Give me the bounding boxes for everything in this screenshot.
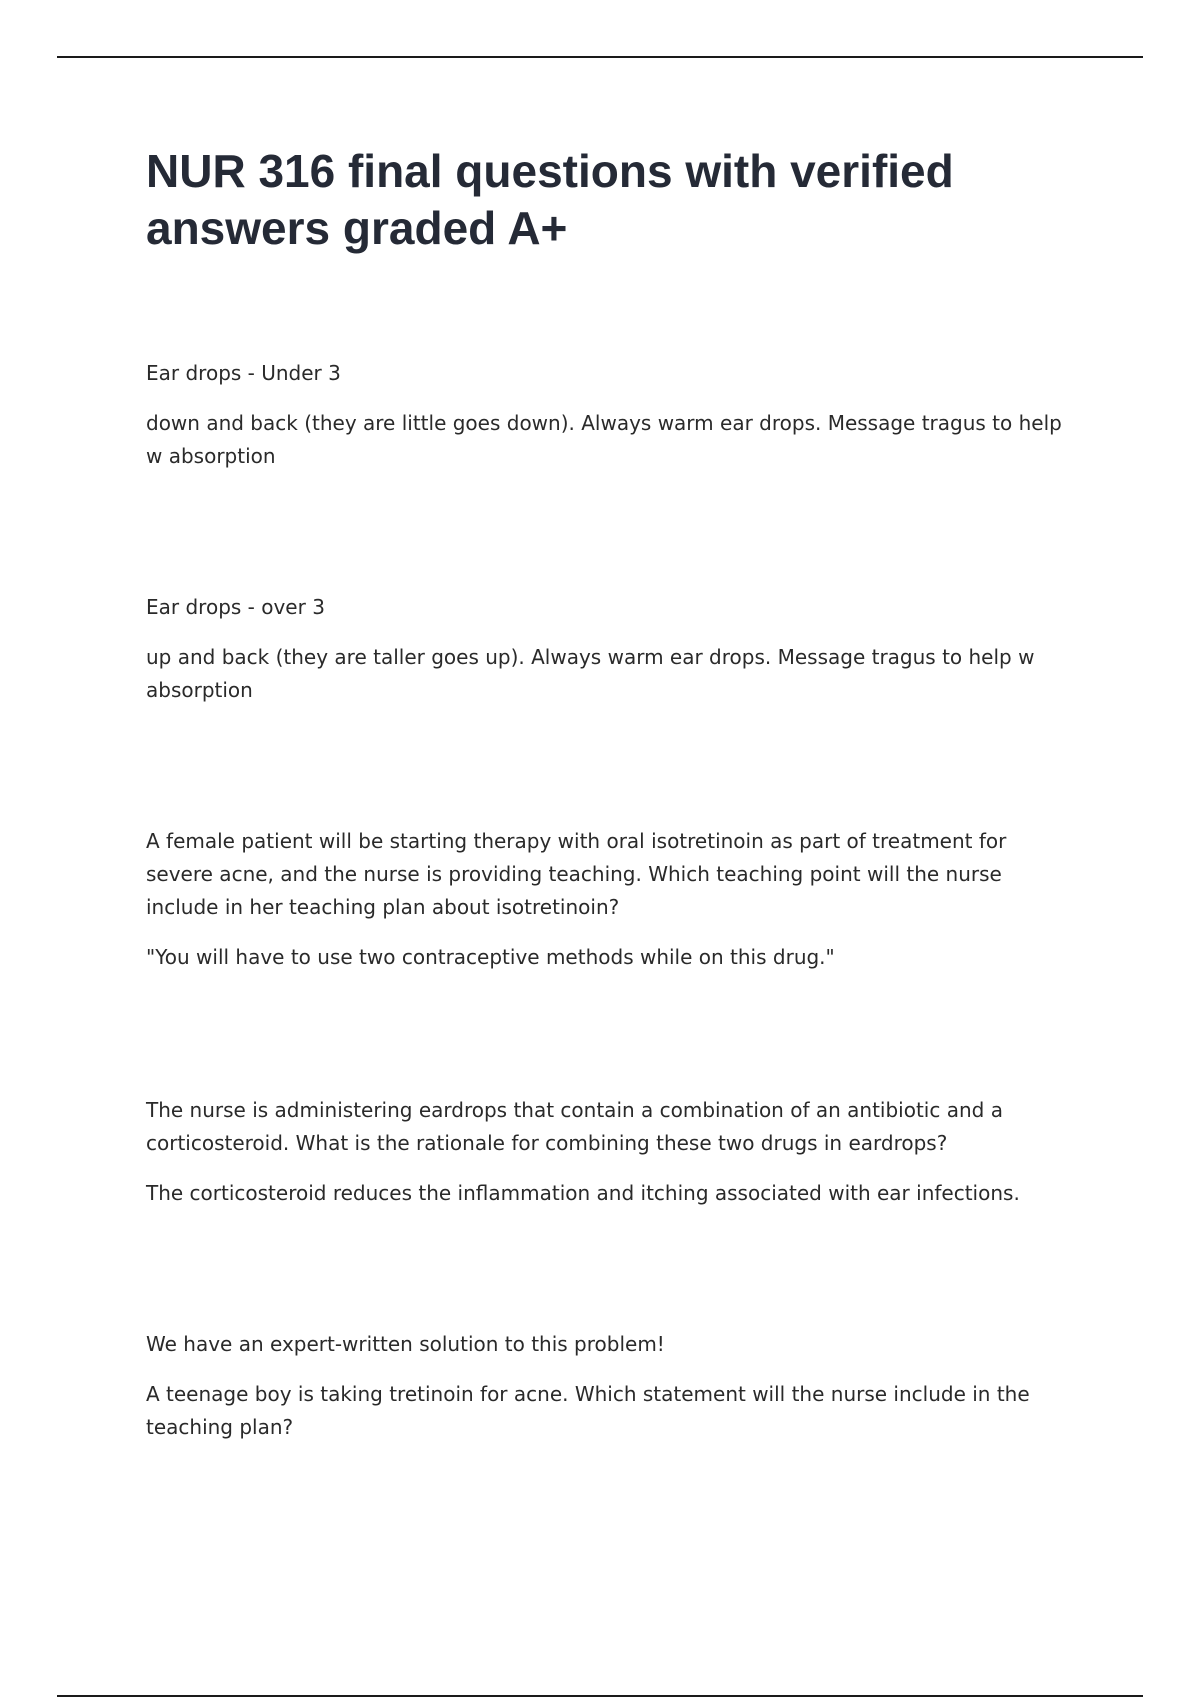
qa-item: [146, 1094, 1066, 1210]
question-text: A female patient will be starting therapy with oral isotretinoin as part of treatment for severe acne, and the nurse is providing teaching. Which teaching point will the nurse include in her teaching plan about isotretinoin?: [146, 829, 1007, 919]
question-text: The nurse is administering eardrops that contain a combination of an antibiotic and a corticosteroid. What is the rationale for combining these two drugs in eardrops?: [146, 1098, 1003, 1155]
footer-rule: [57, 1695, 1143, 1697]
qa-item: [146, 825, 1066, 974]
header-rule: [57, 56, 1143, 58]
answer-text: A teenage boy is taking tretinoin for acne. Which statement will the nurse include in the teaching plan?: [146, 1382, 1030, 1439]
question-text: Ear drops - Under 3: [146, 361, 341, 385]
answer-text: "You will have to use two contraceptive methods while on this drug.": [146, 945, 835, 969]
qa-item: [146, 357, 1066, 473]
answer-text: up and back (they are taller goes up). Always warm ear drops. Message tragus to help w absorption: [146, 645, 1035, 702]
question-text: We have an expert-written solution to this problem!: [146, 1332, 665, 1356]
qa-item: [146, 591, 1066, 707]
question-text: Ear drops - over 3: [146, 595, 325, 619]
page-title: NUR 316 final questions with verified answers graded A+: [146, 145, 954, 254]
answer-text: down and back (they are little goes down). Always warm ear drops. Message tragus to help w absorption: [146, 411, 1062, 468]
qa-item: [146, 1328, 1066, 1444]
answer-text: The corticosteroid reduces the inflammation and itching associated with ear infections.: [146, 1181, 1020, 1205]
